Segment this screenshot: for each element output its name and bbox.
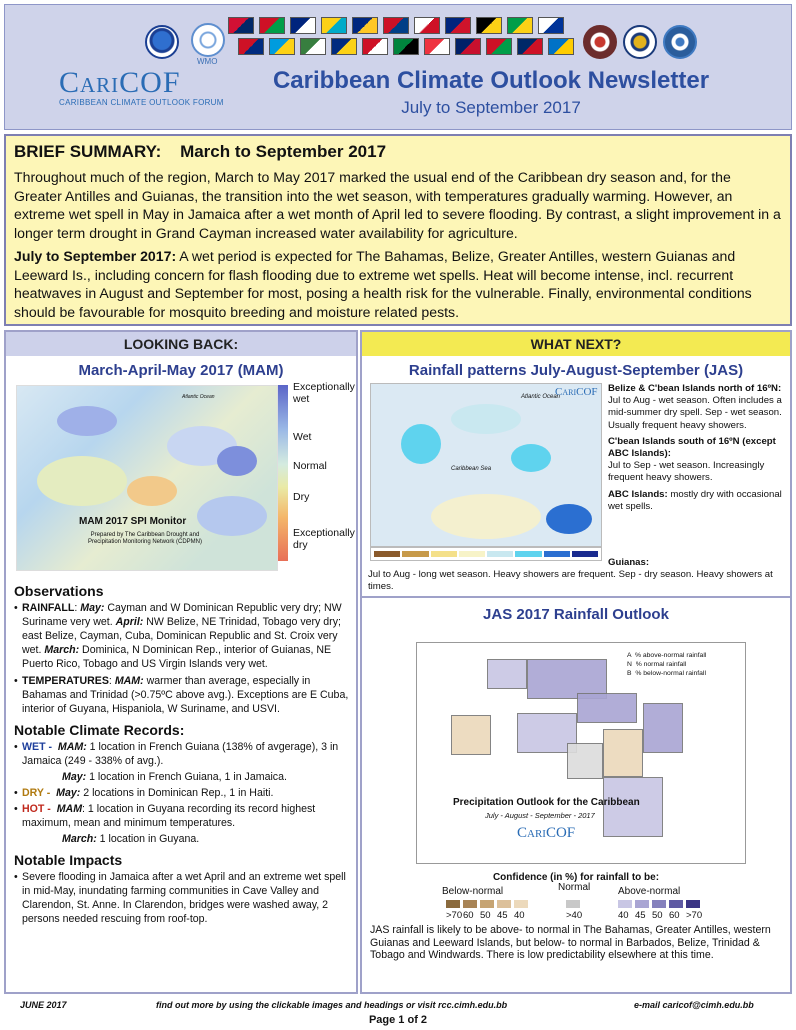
brief-summary-heading — [14, 142, 782, 162]
cimh-logo-icon[interactable] — [583, 25, 617, 59]
jas-outlook-map[interactable] — [416, 642, 746, 864]
flag-icon — [259, 17, 285, 34]
flag-icon — [538, 17, 564, 34]
rainfall-label: RAINFALL — [22, 602, 75, 614]
confidence-swatch — [446, 900, 460, 908]
flag-icon — [476, 17, 502, 34]
wet-may-label: May: — [62, 771, 87, 783]
hot-march-label: March: — [62, 833, 97, 845]
page-number: Page 1 of 2 — [368, 1014, 428, 1026]
confidence-swatch — [514, 900, 528, 908]
confidence-value: 45 — [497, 910, 508, 921]
jas-map-caribbean-label: Caribbean Sea — [451, 466, 492, 472]
hot-tag: HOT - — [22, 803, 51, 815]
confidence-value: 40 — [618, 910, 629, 921]
impacts-heading: Notable Impacts — [14, 852, 123, 868]
rain-may-label: May: — [80, 602, 105, 614]
right-divider — [362, 596, 790, 598]
jas-patterns-title[interactable]: Rainfall patterns July-August-September (JAS) — [408, 362, 744, 379]
caribbean-flags-strip — [228, 17, 578, 63]
brief-summary-period: March to September 2017 — [180, 142, 387, 161]
flag-icon — [393, 38, 419, 55]
mam-title[interactable]: March-April-May 2017 (MAM) — [78, 362, 284, 379]
cdema-logo-icon[interactable] — [623, 25, 657, 59]
outlook-map-title: Precipitation Outlook for the Caribbean — [453, 797, 640, 808]
confidence-value: 50 — [652, 910, 663, 921]
outlook-map-subtitle: July - August - September - 2017 — [485, 811, 595, 820]
confidence-swatch — [618, 900, 632, 908]
guianas-text-block — [368, 557, 784, 594]
confidence-value: 45 — [635, 910, 646, 921]
jas-summary-text: JAS rainfall is likely to be above- to normal in The Bahamas, Greater Antilles, western Guianas and Leeward Islands, but below- to normal in Barbados, Belize, Trinidad & Tobago and Windwards. There is low predictability elsewhere at this time. — [370, 924, 771, 962]
outlook-map-logo: CariCOF — [517, 825, 576, 841]
jas-climatology-map[interactable] — [370, 383, 602, 547]
scale-label-normal: Normal — [293, 460, 327, 472]
rain-march-label: March: — [44, 644, 80, 656]
spi-map-title: MAM 2017 SPI Monitor — [79, 516, 187, 527]
confidence-swatch — [635, 900, 649, 908]
newsletter-header — [4, 4, 792, 130]
key-below: % below-normal rainfall — [635, 670, 706, 677]
hot-record — [14, 802, 350, 830]
below-normal-label: Below-normal — [442, 886, 504, 897]
wet-mam-label: MAM: — [57, 741, 87, 753]
spi-map-credit: Prepared by The Caribbean Drought and Precipitation Monitoring Network (CDPMN) — [87, 532, 203, 545]
hot-text: : 1 location in Guyana recording its record highest maximum, mean and minimum temperatures. — [22, 803, 316, 829]
flag-icon — [424, 38, 450, 55]
caricof-logo-text: CariCOF — [59, 66, 181, 99]
confidence-swatch — [463, 900, 477, 908]
south-heading: C'bean Islands south of 16ºN (except ABC Islands): — [608, 435, 776, 460]
rain-april-text: NW Belize, NE Trinidad, Tobago very dry; east Belize, Cayman, Cuba, Dominican Republic and St. Croix very wet. — [22, 616, 341, 656]
temp-text: warmer than average, especially in Bahamas and Trinidad (>0.75ºC above avg.). Exceptions are E Cuba, interior of Guyana, Hispaniola, W Suriname, and USVI. — [22, 675, 349, 715]
flag-icon — [362, 38, 388, 55]
summary-p2-lead: July to September 2017: — [14, 248, 177, 264]
observations-heading: Observations — [14, 583, 104, 599]
flag-icon — [455, 38, 481, 55]
flag-icon — [352, 17, 378, 34]
spi-map — [16, 385, 278, 571]
jas-map-atlantic-label: Atlantic Ocean — [521, 394, 561, 400]
confidence-swatch — [566, 900, 580, 908]
guianas-text: Jul to Aug - long wet season. Heavy showers are frequent. Sep - dry season. Heavy showers at times. — [368, 569, 773, 593]
flag-icon — [228, 17, 254, 34]
hot-mam-label: MAM — [56, 803, 83, 815]
hot-march-text: 1 location in Guyana. — [96, 833, 200, 845]
newsletter-page — [4, 4, 792, 994]
flag-icon — [548, 38, 574, 55]
wet-record — [14, 740, 350, 768]
confidence-swatch — [669, 900, 683, 908]
flag-icon — [238, 38, 264, 55]
summary-paragraph-1: Throughout much of the region, March to May 2017 marked the usual end of the Caribbean dry season and, for the Greater Antilles and Guianas, the transition into the wet season, with temperatures gradually warming. However, an extreme wet spell in May in Jamaica after a wet month of April led to severe flooding. By contrast, a slight improvement in a longer term drought in Grand Cayman increased water availability for agriculture. — [14, 169, 781, 241]
newsletter-title: Caribbean Climate Outlook Newsletter — [272, 67, 710, 94]
abc-text: mostly dry with occasional wet spells. — [608, 488, 782, 512]
flag-icon — [300, 38, 326, 55]
looking-back-column — [4, 330, 358, 994]
flag-icon — [486, 38, 512, 55]
caricof-logo-subtext: CARIBBEAN CLIMATE OUTLOOK FORUM — [59, 98, 224, 107]
dry-text: 2 locations in Dominican Rep., 1 in Haiti. — [80, 787, 274, 799]
south-text: Jul to Sep - wet season. Increasingly frequent heavy showers. — [608, 460, 765, 484]
confidence-swatch — [497, 900, 511, 908]
confidence-value: 60 — [463, 910, 474, 921]
hot-march-record — [14, 832, 350, 846]
what-next-column — [360, 330, 792, 994]
impacts-text: • Severe flooding in Jamaica after a wet April and an extreme wet spell in mid-May, inundating farming communities in Cave Valley and Clarendon, St. Anne. In Clarendon, bridges were washed away, 2 persons needed rescuing from roof-top. — [14, 870, 350, 926]
scale-label-wet: Wet — [293, 431, 312, 443]
what-next-band[interactable]: WHAT NEXT? — [362, 332, 790, 356]
summary-paragraph-2 — [14, 247, 782, 321]
confidence-value: 40 — [514, 910, 525, 921]
summary-p2-text: A wet period is expected for The Bahamas, Belize, Greater Antilles, western Guianas and Leeward Is., including concern for flash flooding due to extreme wet spells. Heat will become intense, incl. recurrent heatwaves in August and September for most, posing a health risk for the vulnerable. Finally, environmental conditions should be favourable for mosquito breeding and moisture related pests. — [14, 248, 752, 320]
newsletter-subtitle: July to September 2017 — [401, 98, 581, 117]
confidence-title: Confidence (in %) for rainfall to be: — [492, 872, 660, 883]
rainfall-observation: • RAINFALL: May: Cayman and W Dominican Republic very dry; NW Suriname very wet. April: NW Belize, NE Trinidad, Tobago very dry; east Belize, Cayman, Cuba, Dominican Republic and St. Croix very wet. March: Dominica, N Dominican Rep., interior of Guianas, NE Puerto Rico, Tobago and US Virgin Islands very wet. — [14, 601, 350, 671]
footer-info-link[interactable]: find out more by using the clickable images and headings or visit rcc.cimh.edu.bb — [156, 1000, 508, 1010]
records-heading: Notable Climate Records: — [14, 722, 185, 738]
outlook-title[interactable]: JAS 2017 Rainfall Outlook — [483, 606, 669, 623]
dry-may-label: May: — [56, 787, 81, 799]
confidence-value: >40 — [566, 910, 583, 921]
key-above: % above-normal rainfall — [634, 652, 707, 659]
wet-may-record — [14, 770, 350, 784]
noaa-logo-icon[interactable] — [145, 25, 179, 59]
confidence-swatch — [652, 900, 666, 908]
belize-heading: Belize & C'bean Islands north of 16ºN: — [608, 383, 782, 394]
confidence-value: >70 — [686, 910, 703, 921]
scale-label-exceptionally-wet: Exceptionally wet — [293, 381, 355, 405]
caricof-logo[interactable] — [59, 68, 229, 107]
wmo-label: WMO — [197, 57, 218, 66]
mam-spi-figure[interactable] — [6, 379, 356, 579]
confidence-value: 50 — [480, 910, 491, 921]
key-normal: % normal rainfall — [635, 661, 687, 668]
guianas-heading: Guianas: — [608, 557, 650, 568]
flag-icon — [414, 17, 440, 34]
temperatures-label: TEMPERATURES — [22, 675, 109, 687]
brief-summary-label: BRIEF SUMMARY: — [14, 142, 162, 161]
brief-summary-box — [4, 134, 792, 326]
rain-march-text: Dominica, N Dominican Rep., interior of Guianas, NE Puerto Rico, Tobago and US Virgin Islands very wet. — [22, 644, 332, 670]
flag-icon — [290, 17, 316, 34]
jas-patterns-figure — [362, 379, 790, 593]
dry-record — [14, 786, 350, 800]
jas-patterns-text — [608, 383, 788, 517]
spi-color-scale — [278, 385, 288, 561]
temperature-observation: • TEMPERATURES: MAM: warmer than average, especially in Bahamas and Trinidad (>0.75ºC above avg.). Exceptions are E Cuba, interior of Guyana, Hispaniola, W Suriname, and USVI. — [14, 674, 350, 716]
flag-icon — [331, 38, 357, 55]
flag-icon — [445, 17, 471, 34]
rain-may-text: Cayman and W Dominican Republic very dry; NW Suriname very wet. — [22, 602, 342, 628]
confidence-value: >70 — [446, 910, 463, 921]
flag-icon — [517, 38, 543, 55]
jas-map-logo: CariCOF — [555, 386, 598, 398]
flag-icon — [321, 17, 347, 34]
footer-email-link[interactable]: e-mail caricof@cimh.edu.bb — [634, 1000, 754, 1010]
above-normal-label: Above-normal — [618, 886, 681, 897]
normal-label: Normal — [558, 882, 591, 893]
belize-text: Jul to Aug - wet season. Often includes a mid-summer dry spell. Sep - wet season. Usually frequent heavy showers. — [608, 395, 782, 431]
wet-tag: WET - — [22, 741, 53, 753]
cccc-logo-icon[interactable] — [663, 25, 697, 59]
scale-label-exceptionally-dry: Exceptionally dry — [293, 527, 355, 551]
scale-label-dry: Dry — [293, 491, 310, 503]
dry-tag: DRY - — [22, 787, 51, 799]
wmo-logo-icon[interactable] — [191, 23, 225, 57]
flag-icon — [269, 38, 295, 55]
abc-heading: ABC Islands: — [608, 488, 668, 500]
spi-map-atlantic-label: Atlantic Ocean — [182, 394, 215, 400]
rain-april-label: April: — [115, 616, 144, 628]
confidence-swatch — [480, 900, 494, 908]
temp-mam-label: MAM: — [114, 675, 144, 687]
footer-date: JUNE 2017 — [20, 1000, 67, 1010]
confidence-value: 60 — [669, 910, 680, 921]
wet-may-text: 1 location in French Guiana, 1 in Jamaica. — [86, 771, 287, 783]
outlook-key: A % above-normal rainfall N % normal rainfall B % below-normal rainfall — [627, 652, 707, 677]
flag-icon — [383, 17, 409, 34]
looking-back-band[interactable]: LOOKING BACK: — [6, 332, 356, 356]
wet-mam-text: 1 location in French Guiana (138% of avgerage), 3 in Jamaica (249 - 338% of avg.). — [22, 741, 339, 767]
confidence-swatch — [686, 900, 700, 908]
flag-icon — [507, 17, 533, 34]
